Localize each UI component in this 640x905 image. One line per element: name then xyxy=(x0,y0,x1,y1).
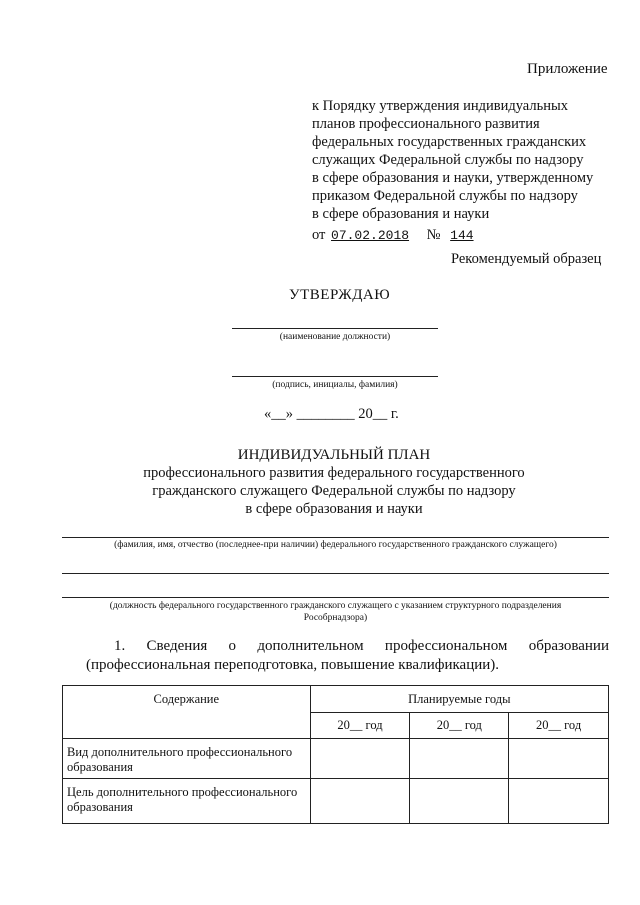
reference-line: к Порядку утверждения индивидуальных xyxy=(312,98,568,114)
reference-line: федеральных государственных гражданских xyxy=(312,134,587,150)
employee-position-line xyxy=(62,597,609,598)
table-row xyxy=(63,739,609,779)
row-description: Цель дополнительного профессионального образования xyxy=(63,779,311,824)
empty-cell[interactable] xyxy=(509,779,609,824)
order-date-number xyxy=(312,226,622,245)
plan-subtitle xyxy=(60,464,608,518)
section-1-line-2: (профессиональная переподготовка, повышение квалификации). xyxy=(86,657,500,673)
year-cell: 20__ год xyxy=(509,713,609,739)
date-prefix: от xyxy=(312,227,326,243)
position-caption-line: Рособрнадзора) xyxy=(303,613,368,623)
section-1-word: дополнительном xyxy=(257,638,364,654)
reference-line: в сфере образования и науки, утвержденному xyxy=(312,170,594,186)
reference-line: планов профессионального развития xyxy=(312,116,540,132)
reference-line: в сфере образования и науки xyxy=(312,206,490,222)
year-cell: 20__ год xyxy=(310,713,410,739)
table-header-row xyxy=(63,686,609,713)
plan-subtitle-line: гражданского служащего Федеральной службы по надзору xyxy=(152,483,516,499)
row-description: Вид дополнительного профессионального образования xyxy=(63,739,311,779)
table-row xyxy=(63,779,609,824)
position-caption-line: (должность федерального государственного гражданского служащего с указанием структурного подразделения xyxy=(109,601,562,611)
year-cell: 20__ год xyxy=(410,713,509,739)
empty-cell[interactable] xyxy=(509,739,609,779)
recommended-sample-label: Рекомендуемый образец xyxy=(451,251,602,267)
appendix-label: Приложение xyxy=(527,61,608,77)
section-1-word: Сведения xyxy=(146,638,208,654)
education-plan-table xyxy=(62,685,609,824)
position-signature-line xyxy=(232,328,438,329)
reference-line: приказом Федеральной службы по надзору xyxy=(312,188,578,204)
order-number: 144 xyxy=(450,228,474,243)
signature-line xyxy=(232,376,438,377)
header-planned-years: Планируемые годы xyxy=(310,686,608,713)
employee-name-caption: (фамилия, имя, отчество (последнее-при наличии) федерального государственного гражданского служащего) xyxy=(114,540,557,550)
signature-caption: (подпись, инициалы, фамилия) xyxy=(272,380,398,390)
extra-line xyxy=(62,573,609,574)
empty-cell[interactable] xyxy=(310,739,410,779)
reference-line: служащих Федеральной службы по надзору xyxy=(312,152,584,168)
approval-date-line: «__» ________ 20__ г. xyxy=(264,406,399,422)
number-prefix: № xyxy=(426,227,441,243)
empty-cell[interactable] xyxy=(310,779,410,824)
section-1-word: образовании xyxy=(528,638,609,654)
section-1-number: 1. xyxy=(114,638,126,654)
plan-subtitle-line: в сфере образования и науки xyxy=(245,501,423,517)
empty-cell[interactable] xyxy=(410,779,509,824)
appendix-reference xyxy=(312,97,622,245)
plan-title: ИНДИВИДУАЛЬНЫЙ ПЛАН xyxy=(237,447,431,463)
order-date: 07.02.2018 xyxy=(331,228,410,243)
employee-name-line xyxy=(62,537,609,538)
section-1-word: о xyxy=(228,638,237,654)
approval-title: УТВЕРЖДАЮ xyxy=(289,287,391,303)
section-1-line-1 xyxy=(86,637,609,656)
header-content: Содержание xyxy=(63,686,311,739)
position-caption: (наименование должности) xyxy=(279,332,391,342)
empty-cell[interactable] xyxy=(410,739,509,779)
plan-subtitle-line: профессионального развития федерального государственного xyxy=(143,465,525,481)
section-1-heading xyxy=(86,637,609,675)
section-1-word: профессиональном xyxy=(384,638,508,654)
employee-position-caption xyxy=(62,600,609,624)
